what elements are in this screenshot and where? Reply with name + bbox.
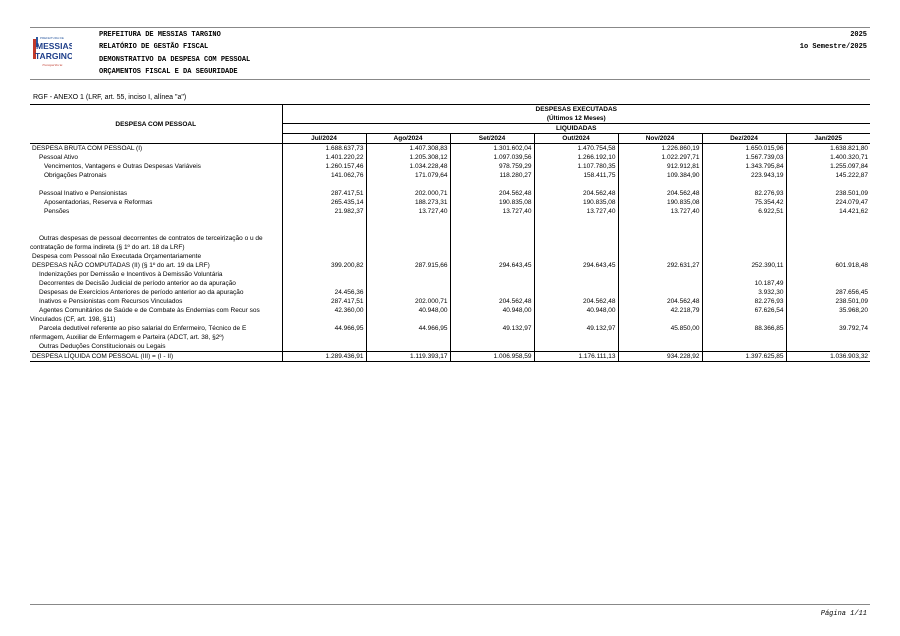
value-cell <box>786 342 870 352</box>
row-label: DESPESA LÍQUIDA COM PESSOAL (III) = (I - II) <box>30 352 282 362</box>
report-period: 1o Semestre/2025 <box>799 43 867 51</box>
value-cell: 44.966,95 <box>366 324 450 342</box>
spacer-cell <box>786 180 870 189</box>
table-row <box>30 144 870 154</box>
value-cell: 118.280,27 <box>450 171 534 180</box>
table-row <box>30 261 870 270</box>
month-header: Nov/2024 <box>618 134 702 144</box>
row-label: Decorrentes de Decisão Judicial de período anterior ao da apuração <box>39 280 236 287</box>
value-cell: 287.915,66 <box>366 261 450 270</box>
spacer-cell <box>282 180 366 189</box>
report-title: RELATÓRIO DE GESTÃO FISCAL <box>99 43 209 51</box>
value-cell: 204.562,48 <box>450 189 534 198</box>
svg-text:PREFEITURA DE: PREFEITURA DE <box>40 36 64 40</box>
value-cell: 190.835,08 <box>534 198 618 207</box>
value-cell <box>534 279 618 288</box>
spacer-cell <box>534 180 618 189</box>
value-cell: 399.200,82 <box>282 261 366 270</box>
value-cell: 44.966,95 <box>282 324 366 342</box>
value-cell: 252.390,11 <box>702 261 786 270</box>
value-cell: 934.228,92 <box>618 352 702 362</box>
value-cell: 1.022.297,71 <box>618 153 702 162</box>
table-row <box>30 306 870 324</box>
spacer-cell <box>366 225 450 234</box>
header-top-rule <box>30 27 870 28</box>
value-cell: 1.226.860,19 <box>618 144 702 154</box>
spacer-row <box>30 225 870 234</box>
table-row <box>30 171 870 180</box>
value-cell <box>366 279 450 288</box>
value-cell <box>534 342 618 352</box>
row-header <box>30 105 282 144</box>
value-cell: 42.218,79 <box>618 306 702 324</box>
value-cell: 1.397.625,85 <box>702 352 786 362</box>
table-row <box>30 189 870 198</box>
value-cell <box>618 279 702 288</box>
value-cell: 224.079,47 <box>786 198 870 207</box>
value-cell <box>366 234 450 252</box>
value-cell <box>366 342 450 352</box>
value-cell: 82.276,93 <box>702 297 786 306</box>
value-cell: 1.176.111,13 <box>534 352 618 362</box>
value-cell: 35.968,20 <box>786 306 870 324</box>
value-cell: 204.562,48 <box>534 189 618 198</box>
municipality-logo <box>32 33 72 75</box>
svg-text:Transparência: Transparência <box>42 63 63 67</box>
table-row <box>30 234 870 252</box>
table-row <box>30 352 870 362</box>
value-cell: 109.384,90 <box>618 171 702 180</box>
value-cell <box>618 234 702 252</box>
row-label: Despesa com Pessoal não Executada Orçamentariamente <box>32 253 202 260</box>
value-cell: 1.638.821,80 <box>786 144 870 154</box>
value-cell: 188.273,31 <box>366 198 450 207</box>
value-cell <box>618 288 702 297</box>
statement-title: DEMONSTRATIVO DA DESPESA COM PESSOAL <box>99 56 251 64</box>
row-label: Agentes Comunitários de Saúde e de Combate às Endemias com Recur sos Vinculados (CF, art. 198, §11) <box>30 307 260 323</box>
value-cell: 204.562,48 <box>450 297 534 306</box>
table-body <box>30 144 870 362</box>
value-cell <box>702 270 786 279</box>
value-cell <box>366 288 450 297</box>
value-cell: 13.727,40 <box>450 207 534 216</box>
value-cell <box>282 342 366 352</box>
table-row <box>30 162 870 171</box>
value-cell: 265.435,14 <box>282 198 366 207</box>
value-cell: 21.982,37 <box>282 207 366 216</box>
value-cell: 13.727,40 <box>534 207 618 216</box>
spacer-cell <box>450 180 534 189</box>
value-cell: 1.260.157,46 <box>282 162 366 171</box>
row-label: Outras despesas de pessoal decorrentes de contratos de terceirização o u de contratação de forma indireta (§ 1º do art. 18 da LRF) <box>30 235 263 251</box>
liquidated-header: LIQUIDADAS <box>282 124 870 134</box>
report-year: 2025 <box>850 31 867 39</box>
spacer-cell <box>30 216 282 225</box>
row-label: Indenizações por Demissão e Incentivos à Demissão Voluntária <box>39 271 223 278</box>
row-label: Parcela dedutível referente ao piso salarial do Enfermeiro, Técnico de E nfermagem, Auxiliar de Enfermagem e Parteira (ADCT, art. 38, §2º) <box>30 325 247 341</box>
value-cell <box>450 270 534 279</box>
spacer-cell <box>366 180 450 189</box>
value-cell <box>450 288 534 297</box>
header-bottom-rule <box>30 79 870 80</box>
value-cell: 1.036.903,32 <box>786 352 870 362</box>
spacer-cell <box>702 216 786 225</box>
value-cell <box>618 270 702 279</box>
value-cell <box>450 252 534 261</box>
month-header: Set/2024 <box>450 134 534 144</box>
spacer-cell <box>786 225 870 234</box>
value-cell: 287.656,45 <box>786 288 870 297</box>
value-cell: 1.255.097,84 <box>786 162 870 171</box>
page-number: Página 1/11 <box>820 610 867 618</box>
value-cell: 204.562,48 <box>618 189 702 198</box>
executed-header: DESPESAS EXECUTADAS <box>282 105 870 115</box>
value-cell: 40.948,00 <box>534 306 618 324</box>
month-header: Jul/2024 <box>282 134 366 144</box>
value-cell: 294.643,45 <box>534 261 618 270</box>
spacer-cell <box>618 216 702 225</box>
table-row <box>30 207 870 216</box>
value-cell: 75.354,42 <box>702 198 786 207</box>
budgets-title: ORÇAMENTOS FISCAL E DA SEGURIDADE <box>99 68 238 76</box>
value-cell: 1.567.739,03 <box>702 153 786 162</box>
annex-label: RGF - ANEXO 1 (LRF, art. 55, inciso I, alínea "a") <box>33 94 187 101</box>
value-cell: 1.119.393,17 <box>366 352 450 362</box>
value-cell <box>702 342 786 352</box>
table-row <box>30 297 870 306</box>
value-cell: 10.187,49 <box>702 279 786 288</box>
value-cell: 190.835,08 <box>450 198 534 207</box>
municipality-name: PREFEITURA DE MESSIAS TARGINO <box>99 31 221 39</box>
value-cell: 223.943,19 <box>702 171 786 180</box>
table-row <box>30 252 870 261</box>
value-cell: 13.727,40 <box>618 207 702 216</box>
spacer-row <box>30 216 870 225</box>
table-row <box>30 270 870 279</box>
spacer-cell <box>282 225 366 234</box>
spacer-cell <box>618 225 702 234</box>
table-row <box>30 324 870 342</box>
value-cell: 1.650.015,96 <box>702 144 786 154</box>
svg-text:MESSIAS: MESSIAS <box>36 41 72 51</box>
value-cell <box>282 252 366 261</box>
spacer-cell <box>450 225 534 234</box>
table-row <box>30 279 870 288</box>
value-cell <box>534 288 618 297</box>
value-cell: 287.417,51 <box>282 297 366 306</box>
value-cell: 40.948,00 <box>450 306 534 324</box>
value-cell: 171.079,64 <box>366 171 450 180</box>
value-cell <box>702 234 786 252</box>
value-cell: 978.759,29 <box>450 162 534 171</box>
value-cell: 202.000,71 <box>366 189 450 198</box>
footer-rule <box>30 604 870 605</box>
row-label: Aposentadorias, Reserva e Reformas <box>44 199 153 206</box>
value-cell: 912.912,81 <box>618 162 702 171</box>
last-12-months-header: (Últimos 12 Meses) <box>282 114 870 124</box>
value-cell: 82.276,93 <box>702 189 786 198</box>
value-cell <box>282 234 366 252</box>
spacer-cell <box>534 216 618 225</box>
spacer-cell <box>30 180 282 189</box>
value-cell: 67.626,54 <box>702 306 786 324</box>
table-row <box>30 153 870 162</box>
row-label: Pessoal Ativo <box>39 154 79 161</box>
spacer-cell <box>786 216 870 225</box>
spacer-cell <box>534 225 618 234</box>
value-cell: 1.400.320,71 <box>786 153 870 162</box>
value-cell <box>450 342 534 352</box>
month-header: Out/2024 <box>534 134 618 144</box>
value-cell <box>366 270 450 279</box>
value-cell: 1.688.637,73 <box>282 144 366 154</box>
value-cell <box>282 279 366 288</box>
value-cell: 1.301.602,04 <box>450 144 534 154</box>
row-label: Despesas de Exercícios Anteriores de período anterior ao da apuração <box>39 289 244 296</box>
row-label: DESPESAS NÃO COMPUTADAS (II) (§ 1º do art. 19 da LRF) <box>32 262 210 269</box>
value-cell <box>702 252 786 261</box>
value-cell: 24.456,36 <box>282 288 366 297</box>
value-cell <box>786 234 870 252</box>
value-cell <box>450 279 534 288</box>
value-cell <box>534 252 618 261</box>
spacer-cell <box>702 225 786 234</box>
value-cell: 3.932,30 <box>702 288 786 297</box>
value-cell: 204.562,48 <box>534 297 618 306</box>
row-label: Inativos e Pensionistas com Recursos Vinculados <box>39 298 183 305</box>
value-cell <box>282 270 366 279</box>
value-cell: 13.727,40 <box>366 207 450 216</box>
month-header: Dez/2024 <box>702 134 786 144</box>
value-cell <box>618 252 702 261</box>
value-cell <box>534 270 618 279</box>
value-cell: 88.366,85 <box>702 324 786 342</box>
value-cell: 1.097.039,56 <box>450 153 534 162</box>
value-cell: 1.034.228,48 <box>366 162 450 171</box>
personnel-expense-table <box>30 104 870 362</box>
value-cell: 190.835,08 <box>618 198 702 207</box>
month-header: Jan/2025 <box>786 134 870 144</box>
value-cell: 145.222,87 <box>786 171 870 180</box>
value-cell: 1.407.308,83 <box>366 144 450 154</box>
spacer-row <box>30 180 870 189</box>
row-label: Outras Deduções Constitucionais ou Legais <box>39 343 166 350</box>
spacer-cell <box>282 216 366 225</box>
value-cell: 294.643,45 <box>450 261 534 270</box>
value-cell: 292.631,27 <box>618 261 702 270</box>
value-cell: 39.792,74 <box>786 324 870 342</box>
value-cell <box>366 252 450 261</box>
svg-text:TARGINO: TARGINO <box>35 51 72 61</box>
row-label: Pensões <box>44 208 70 215</box>
value-cell: 238.501,09 <box>786 297 870 306</box>
value-cell <box>786 252 870 261</box>
value-cell: 1.470.754,58 <box>534 144 618 154</box>
value-cell: 14.421,62 <box>786 207 870 216</box>
value-cell: 1.205.308,12 <box>366 153 450 162</box>
value-cell: 1.266.192,10 <box>534 153 618 162</box>
value-cell: 141.062,76 <box>282 171 366 180</box>
value-cell: 42.360,00 <box>282 306 366 324</box>
value-cell: 202.000,71 <box>366 297 450 306</box>
value-cell: 1.401.220,22 <box>282 153 366 162</box>
value-cell: 1.343.795,84 <box>702 162 786 171</box>
spacer-cell <box>702 180 786 189</box>
row-label: DESPESA BRUTA COM PESSOAL (I) <box>30 144 282 154</box>
value-cell: 49.132,97 <box>534 324 618 342</box>
value-cell: 238.501,09 <box>786 189 870 198</box>
value-cell: 287.417,51 <box>282 189 366 198</box>
spacer-cell <box>30 225 282 234</box>
row-label: Pessoal Inativo e Pensionistas <box>39 190 128 197</box>
row-header-label: DESPESA COM PESSOAL <box>115 120 197 128</box>
row-label: Obrigações Patronais <box>44 172 107 179</box>
value-cell: 1.107.780,35 <box>534 162 618 171</box>
spacer-cell <box>366 216 450 225</box>
table-row <box>30 342 870 352</box>
value-cell: 601.918,48 <box>786 261 870 270</box>
value-cell <box>618 342 702 352</box>
table-row <box>30 198 870 207</box>
value-cell: 204.562,48 <box>618 297 702 306</box>
value-cell <box>450 234 534 252</box>
spacer-cell <box>450 216 534 225</box>
value-cell <box>534 234 618 252</box>
value-cell: 40.948,00 <box>366 306 450 324</box>
value-cell <box>786 270 870 279</box>
table-row <box>30 288 870 297</box>
value-cell <box>786 279 870 288</box>
row-label: Vencimentos, Vantagens e Outras Despesas Variáveis <box>44 163 201 170</box>
value-cell: 6.922,51 <box>702 207 786 216</box>
value-cell: 158.411,75 <box>534 171 618 180</box>
spacer-cell <box>618 180 702 189</box>
value-cell: 1.006.958,59 <box>450 352 534 362</box>
month-header: Ago/2024 <box>366 134 450 144</box>
value-cell: 45.850,00 <box>618 324 702 342</box>
value-cell: 1.289.436,91 <box>282 352 366 362</box>
value-cell: 49.132,97 <box>450 324 534 342</box>
